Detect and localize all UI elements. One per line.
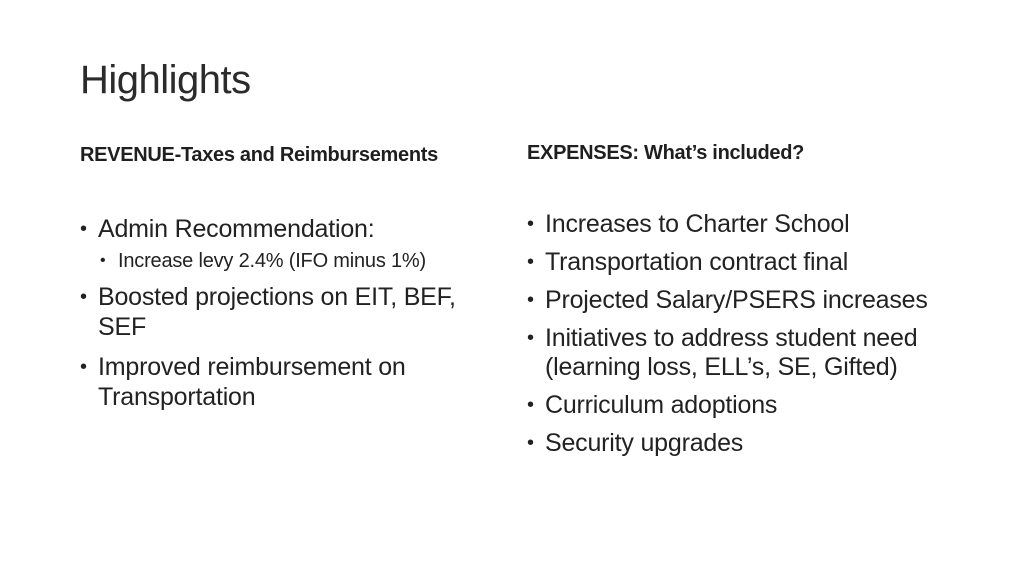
bullet-item [527, 286, 967, 315]
slide-title: Highlights [80, 58, 251, 102]
bullet-text: Increases to Charter School [545, 210, 850, 238]
bullet-text: Improved reimbursement on Transportation [98, 353, 406, 411]
sub-bullet-text: Increase levy 2.4% (IFO minus 1%) [118, 250, 426, 272]
bullet-text: Curriculum adoptions [545, 391, 778, 419]
bullet-item [80, 352, 500, 412]
bullet-item [527, 248, 967, 277]
bullet-item [80, 214, 500, 244]
bullet-item [527, 429, 967, 458]
revenue-heading: REVENUE-Taxes and Reimbursements [80, 144, 438, 166]
bullet-text: Admin Recommendation: [98, 215, 375, 243]
expenses-heading: EXPENSES: What’s included? [527, 142, 805, 164]
expenses-bullet-list [527, 210, 967, 467]
bullet-text: Initiatives to address student need (learning loss, ELL’s, SE, Gifted) [545, 324, 918, 381]
bullet-text: Boosted projections on EIT, BEF, SEF [98, 283, 456, 341]
revenue-bullet-list [80, 214, 500, 422]
bullet-item [527, 391, 967, 420]
bullet-text: Projected Salary/PSERS increases [545, 286, 928, 314]
bullet-item [80, 282, 500, 342]
bullet-item [527, 324, 967, 382]
bullet-text: Transportation contract final [545, 248, 849, 276]
bullet-item [527, 210, 967, 239]
sub-bullet-item [80, 248, 500, 274]
bullet-text: Security upgrades [545, 429, 744, 457]
